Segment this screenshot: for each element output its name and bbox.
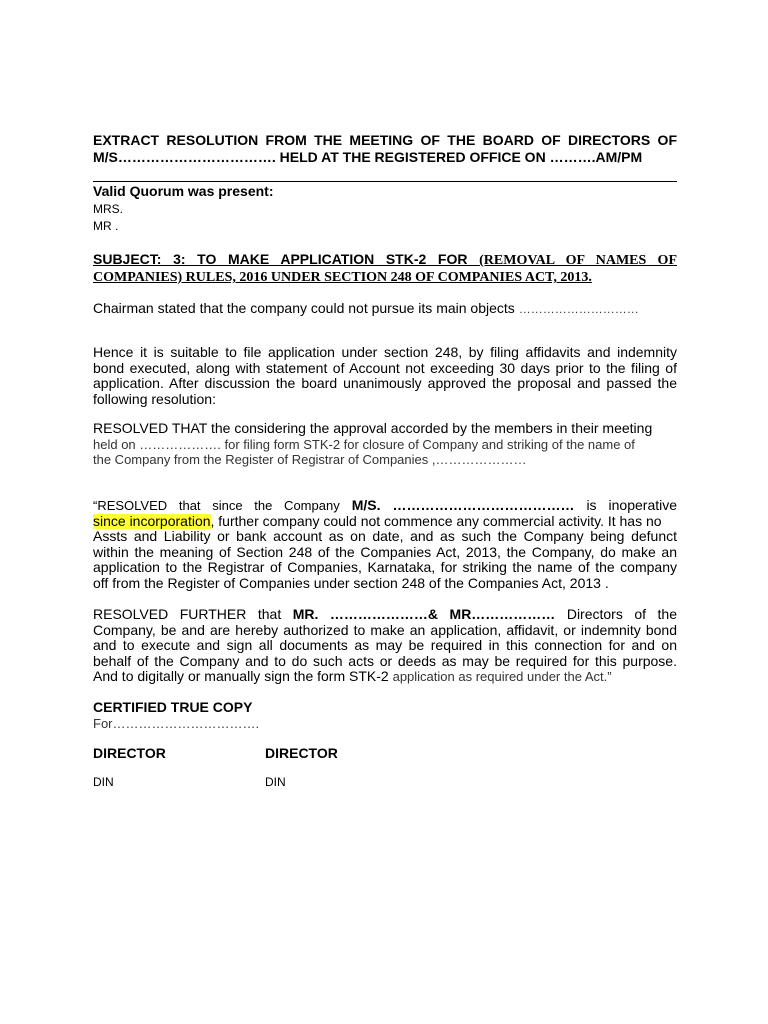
resolved3-line-5 bbox=[93, 669, 677, 685]
director-label: DIRECTOR bbox=[93, 745, 166, 761]
resolved3-line-1 bbox=[93, 607, 677, 623]
resolved1-line-3: the Company from the Register of Registrar of Companies ,………………… bbox=[93, 452, 527, 467]
hence-paragraph bbox=[93, 345, 677, 407]
resolved2-inoperative: is inoperative bbox=[586, 498, 677, 513]
resolved2-lead: “RESOLVED that since the Company bbox=[93, 498, 340, 513]
quorum-title: Valid Quorum was present: bbox=[93, 183, 274, 199]
hence-line-1: Hence it is suitable to file application under section 248, by filing affidavits and indemnity bbox=[93, 345, 677, 360]
resolved2-line-4: within the meaning of Section 248 of the Companies Act, 2013, the Company, do make an bbox=[93, 544, 677, 560]
din-label: DIN bbox=[265, 775, 286, 789]
certified-for-line: For……………………………. bbox=[93, 716, 260, 731]
director-label: DIRECTOR bbox=[265, 745, 338, 761]
resolved-paragraph-1 bbox=[93, 421, 677, 468]
resolution-header bbox=[93, 132, 677, 166]
header-line-2: M/S……………………………. HELD AT THE REGISTERED OFFICE ON ……….AM/PM bbox=[93, 149, 643, 165]
chairman-dots: ………………………… bbox=[518, 302, 639, 316]
resolved3-sign-tail: application as required under the Act.” bbox=[392, 669, 612, 684]
din-label: DIN bbox=[93, 775, 114, 789]
resolved2-line-3: Assts and Liability or bank account as on date, and as such the Company being defunct bbox=[93, 529, 677, 544]
resolved2-line-2-rest: , further company could not commence any commercial activity. It has no bbox=[210, 513, 662, 529]
resolved2-line-2 bbox=[93, 514, 677, 530]
resolved-further-paragraph bbox=[93, 607, 677, 685]
subject-prefix: SUBJECT: 3: TO MAKE APPLICATION STK-2 FOR bbox=[93, 251, 468, 267]
chairman-statement bbox=[93, 300, 677, 318]
resolved3-directors-blank: MR. …………………& MR……………… bbox=[292, 607, 556, 622]
resolved2-company-blank: M/S. ………………………………… bbox=[351, 498, 575, 513]
hence-line-3: application. After discussion the board unanimously approved the proposal and passed the bbox=[93, 376, 677, 391]
header-line-1: EXTRACT RESOLUTION FROM THE MEETING OF THE BOARD OF DIRECTORS OF bbox=[93, 132, 677, 148]
chairman-text: Chairman stated that the company could not pursue its main objects bbox=[93, 300, 515, 316]
resolved2-line-6: off from the Register of Companies under section 248 of the Companies Act, 2013 . bbox=[93, 575, 609, 591]
resolved-paragraph-2 bbox=[93, 498, 677, 591]
resolved3-lead: RESOLVED FURTHER that bbox=[93, 607, 282, 622]
signature-block-1 bbox=[93, 745, 243, 789]
quorum-member-1: MRS. bbox=[93, 202, 123, 216]
subject-line-1 bbox=[93, 251, 677, 269]
resolved3-line-2: Company, be and are hereby authorized to make an application, affidavit, or indemnity bond bbox=[93, 622, 677, 638]
certified-title: CERTIFIED TRUE COPY bbox=[93, 699, 253, 715]
chairman-line bbox=[93, 300, 677, 318]
subject-act-reference: COMPANIES) RULES, 2016 UNDER SECTION 248 OF COMPANIES ACT, 2013. bbox=[93, 270, 592, 285]
quorum-section bbox=[93, 183, 677, 234]
resolved3-directors-of: Directors of the bbox=[566, 607, 677, 622]
header-divider bbox=[93, 181, 677, 182]
highlighted-text: since incorporation bbox=[93, 513, 211, 529]
resolved1-line-2: held on ………………. for filing form STK-2 for closure of Company and striking of the name of bbox=[93, 436, 635, 452]
resolved3-line-3: and to execute and sign all documents as may be required in this connection for and on bbox=[93, 638, 677, 653]
resolved3-line-4: behalf of the Company and to do such acts or deeds as may be required for this purpose. bbox=[93, 653, 677, 669]
resolved1-line-1: RESOLVED THAT the considering the approval accorded by the members in their meeting bbox=[93, 421, 653, 436]
signature-block-2 bbox=[265, 745, 415, 789]
hence-line-4: following resolution: bbox=[93, 391, 216, 407]
resolved2-line-5: application to the Registrar of Companies, Karnataka, for striking the name of the company bbox=[93, 560, 677, 575]
resolved2-line-1 bbox=[93, 498, 677, 514]
quorum-member-2: MR . bbox=[93, 219, 119, 233]
subject-rule-name: (REMOVAL OF NAMES OF bbox=[479, 253, 677, 268]
subject-line-2 bbox=[93, 269, 677, 286]
subject-section bbox=[93, 251, 677, 286]
certified-section bbox=[93, 699, 677, 732]
resolved3-sign-form: And to digitally or manually sign the form STK-2 bbox=[93, 669, 389, 684]
hence-line-2: bond executed, along with statement of Account not exceeding 30 days prior to the filing of bbox=[93, 360, 677, 376]
